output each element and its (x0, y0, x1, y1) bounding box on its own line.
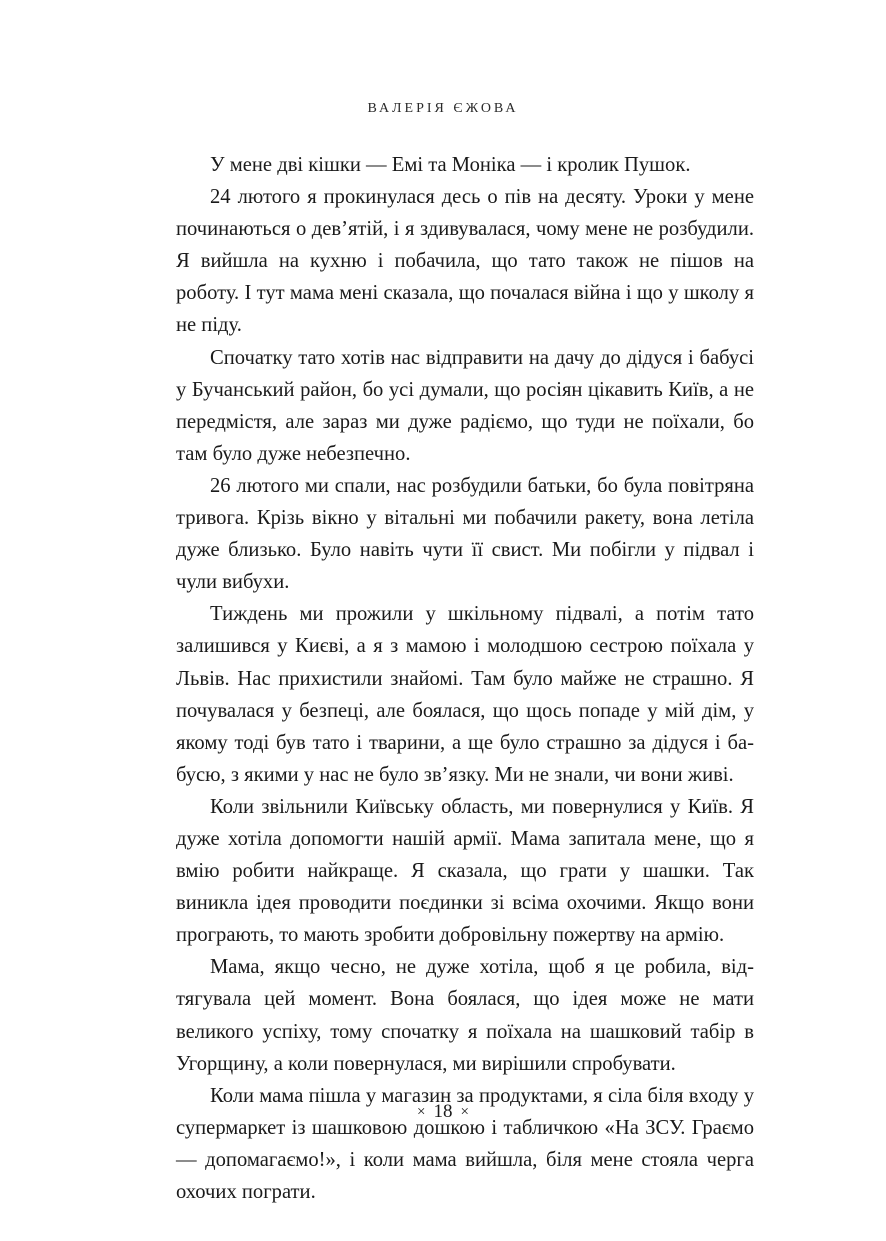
paragraph: 26 лютого ми спали, нас розбудили батьки, бо була повітряна тривога. Крізь вікно у вітальні ми побачили ракету, вона летіла дуже близько. Було навіть чути її свист. Ми побігли у підвал і чули вибухи. (176, 474, 754, 594)
paragraph: Тиждень ми прожили у шкільному підвалі, а потім тато залишився у Києві, а я з мамою і молодшою сестрою поїхала у Львів. Нас прихистили знайомі. Там було майже не страшно. Я почувалася у безпеці, але боялася, що щось попаде у мій дім, у якому тоді був тато і тварини, а ще було страшно за дідуся і бабусю, з якими у нас не було зв’язку. Ми не знали, чи вони живі. (176, 603, 754, 786)
page-number-footer (0, 1101, 886, 1123)
folio-ornament-right: × (460, 1104, 469, 1120)
paragraph: 24 лютого я прокинулася десь о пів на десяту. Уроки у мене починаються о дев’ятій, і я здивувалася, чому мене не розбудили. Я вийшла на кухню і побачила, що тато також не пішов на роботу. І тут мама мені сказала, що почалася війна і що у школу я не піду. (176, 186, 754, 337)
paragraph: Мама, якщо чесно, не дуже хотіла, щоб я це робила, відтягувала цей момент. Вона боялася, що ідея може не мати великого успіху, тому спочатку я поїхала на шашковий табір в Угорщину, а коли повернулася, ми вирішили спробувати. (176, 956, 754, 1075)
paragraph: Спочатку тато хотів нас відправити на дачу до дідуся і бабусі у Бучанський район, бо усі думали, що росіян цікавить Київ, а не передмістя, але зараз ми дуже радіємо, що туди не поїхали, бо там було дуже небезпечно. (176, 346, 754, 465)
page-number: 18 (433, 1101, 453, 1122)
paragraph: Коли звільнили Київську область, ми повернулися у Київ. Я дуже хотіла допомогти нашій армії. Мама запитала мене, що я вмію робити найкраще. Я сказала, що грати у шашки. Так виникла ідея проводити поєдинки зі всіма охочими. Якщо вони програють, то мають зробити добровільну пожертву на армію. (176, 795, 754, 947)
paragraph: Коли мама пішла у магазин за продуктами, я сіла біля входу у супермаркет із шашковою дошкою і табличкою «На ЗСУ. Граємо — допомагаємо!», і коли мама вийшла, біля мене стояла черга охочих пограти. (176, 1084, 754, 1203)
paragraph: У мене дві кішки — Емі та Моніка — і кролик Пушок. (210, 154, 691, 176)
body-text (176, 149, 754, 1208)
folio-ornament-left: × (417, 1104, 426, 1120)
running-head: ВАЛЕРІЯ ЄЖОВА (367, 101, 519, 116)
